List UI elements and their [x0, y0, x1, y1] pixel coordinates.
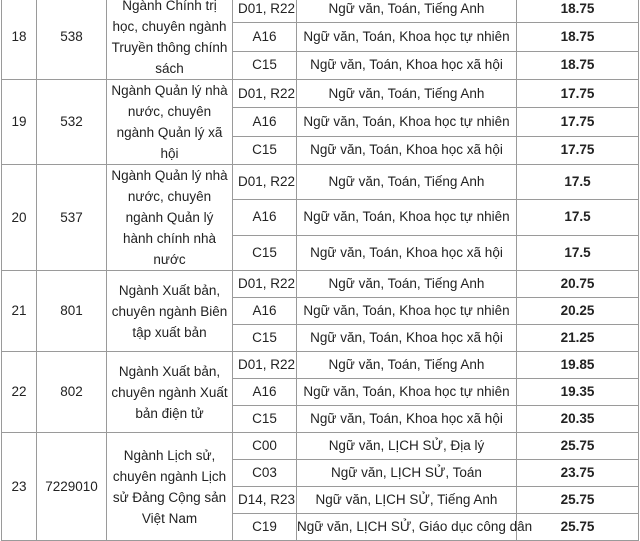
cutoff-score-cell: 20.35: [517, 406, 639, 433]
subject-block-code-cell: C15: [233, 325, 297, 352]
stt-cell: 23: [2, 433, 37, 541]
cutoff-score-cell: 25.75: [517, 514, 639, 541]
subject-block-code-cell: D01, R22: [233, 271, 297, 298]
subject-block-code-cell: D01, R22: [233, 80, 297, 108]
subjects-cell: Ngữ văn, Toán, Khoa học xã hội: [297, 136, 517, 164]
table-row: [2, 352, 639, 379]
subject-block-code-cell: C03: [233, 460, 297, 487]
subjects-cell: Ngữ văn, Toán, Khoa học tự nhiên: [297, 200, 517, 235]
subject-block-code-cell: C19: [233, 514, 297, 541]
cutoff-score-cell: 20.75: [517, 271, 639, 298]
cutoff-score-cell: 23.75: [517, 460, 639, 487]
cutoff-score-cell: 17.75: [517, 136, 639, 164]
cutoff-score-cell: 19.35: [517, 379, 639, 406]
subjects-cell: Ngữ văn, Toán, Khoa học tự nhiên: [297, 108, 517, 136]
subjects-cell: Ngữ văn, Toán, Khoa học xã hội: [297, 51, 517, 79]
subjects-cell: Ngữ văn, Toán, Khoa học xã hội: [297, 406, 517, 433]
major-name-cell: Ngành Quản lý nhà nước, chuyên ngành Quản lý hành chính nhà nước: [107, 165, 233, 271]
subject-block-code-cell: C15: [233, 406, 297, 433]
major-code-cell: 537: [37, 165, 107, 271]
major-code-cell: 7229010: [37, 433, 107, 541]
subject-block-code-cell: D01, R22: [233, 0, 297, 23]
major-name-cell: Ngành Lịch sử, chuyên ngành Lịch sử Đảng Cộng sản Việt Nam: [107, 433, 233, 541]
subjects-cell: Ngữ văn, LỊCH SỬ, Toán: [297, 460, 517, 487]
major-name-cell: Ngành Xuất bản, chuyên ngành Biên tập xuất bản: [107, 271, 233, 352]
subject-block-code-cell: C15: [233, 235, 297, 270]
subject-block-code-cell: C15: [233, 51, 297, 79]
subjects-cell: Ngữ văn, Toán, Khoa học tự nhiên: [297, 379, 517, 406]
major-code-cell: 802: [37, 352, 107, 433]
subject-block-code-cell: C15: [233, 136, 297, 164]
subjects-cell: Ngữ văn, Toán, Tiếng Anh: [297, 0, 517, 23]
cutoff-score-cell: 18.75: [517, 23, 639, 51]
subjects-cell: Ngữ văn, Toán, Tiếng Anh: [297, 271, 517, 298]
admission-scores-table: [1, 0, 639, 541]
subjects-cell: Ngữ văn, Toán, Khoa học tự nhiên: [297, 23, 517, 51]
cutoff-score-cell: 17.75: [517, 80, 639, 108]
subject-block-code-cell: A16: [233, 23, 297, 51]
cutoff-score-cell: 19.85: [517, 352, 639, 379]
cutoff-score-cell: 17.5: [517, 235, 639, 270]
major-code-cell: 801: [37, 271, 107, 352]
subjects-cell: Ngữ văn, Toán, Tiếng Anh: [297, 80, 517, 108]
table-row: [2, 0, 639, 23]
cutoff-score-cell: 17.5: [517, 200, 639, 235]
subject-block-code-cell: A16: [233, 108, 297, 136]
table-row: [2, 271, 639, 298]
table-body: [2, 0, 639, 541]
subjects-cell: Ngữ văn, Toán, Tiếng Anh: [297, 165, 517, 200]
subject-block-code-cell: A16: [233, 200, 297, 235]
subjects-cell: Ngữ văn, Toán, Tiếng Anh: [297, 352, 517, 379]
major-name-cell: Ngành Quản lý nhà nước, chuyên ngành Quản lý xã hội: [107, 80, 233, 165]
cutoff-score-cell: 17.75: [517, 108, 639, 136]
table-row: [2, 433, 639, 460]
subject-block-code-cell: C00: [233, 433, 297, 460]
subject-block-code-cell: D01, R22: [233, 165, 297, 200]
stt-cell: 19: [2, 80, 37, 165]
subject-block-code-cell: A16: [233, 379, 297, 406]
stt-cell: 20: [2, 165, 37, 271]
subjects-cell: Ngữ văn, Toán, Khoa học xã hội: [297, 235, 517, 270]
subject-block-code-cell: D14, R23: [233, 487, 297, 514]
major-name-cell: Ngành Chính trị học, chuyên ngành Truyền thông chính sách: [107, 0, 233, 80]
major-code-cell: 532: [37, 80, 107, 165]
stt-cell: 22: [2, 352, 37, 433]
subjects-cell: Ngữ văn, LỊCH SỬ, Tiếng Anh: [297, 487, 517, 514]
table-row: [2, 80, 639, 108]
subject-block-code-cell: D01, R22: [233, 352, 297, 379]
cutoff-score-cell: 18.75: [517, 0, 639, 23]
subjects-cell: Ngữ văn, LỊCH SỬ, Địa lý: [297, 433, 517, 460]
stt-cell: 18: [2, 0, 37, 80]
stt-cell: 21: [2, 271, 37, 352]
cutoff-score-cell: 18.75: [517, 51, 639, 79]
table-row: [2, 165, 639, 200]
cutoff-score-cell: 25.75: [517, 433, 639, 460]
subjects-cell: Ngữ văn, LỊCH SỬ, Giáo dục công dân: [297, 514, 517, 541]
cutoff-score-cell: 25.75: [517, 487, 639, 514]
major-name-cell: Ngành Xuất bản, chuyên ngành Xuất bản điện tử: [107, 352, 233, 433]
subjects-cell: Ngữ văn, Toán, Khoa học tự nhiên: [297, 298, 517, 325]
major-code-cell: 538: [37, 0, 107, 80]
cutoff-score-cell: 17.5: [517, 165, 639, 200]
subjects-cell: Ngữ văn, Toán, Khoa học xã hội: [297, 325, 517, 352]
cutoff-score-cell: 21.25: [517, 325, 639, 352]
subject-block-code-cell: A16: [233, 298, 297, 325]
cutoff-score-cell: 20.25: [517, 298, 639, 325]
